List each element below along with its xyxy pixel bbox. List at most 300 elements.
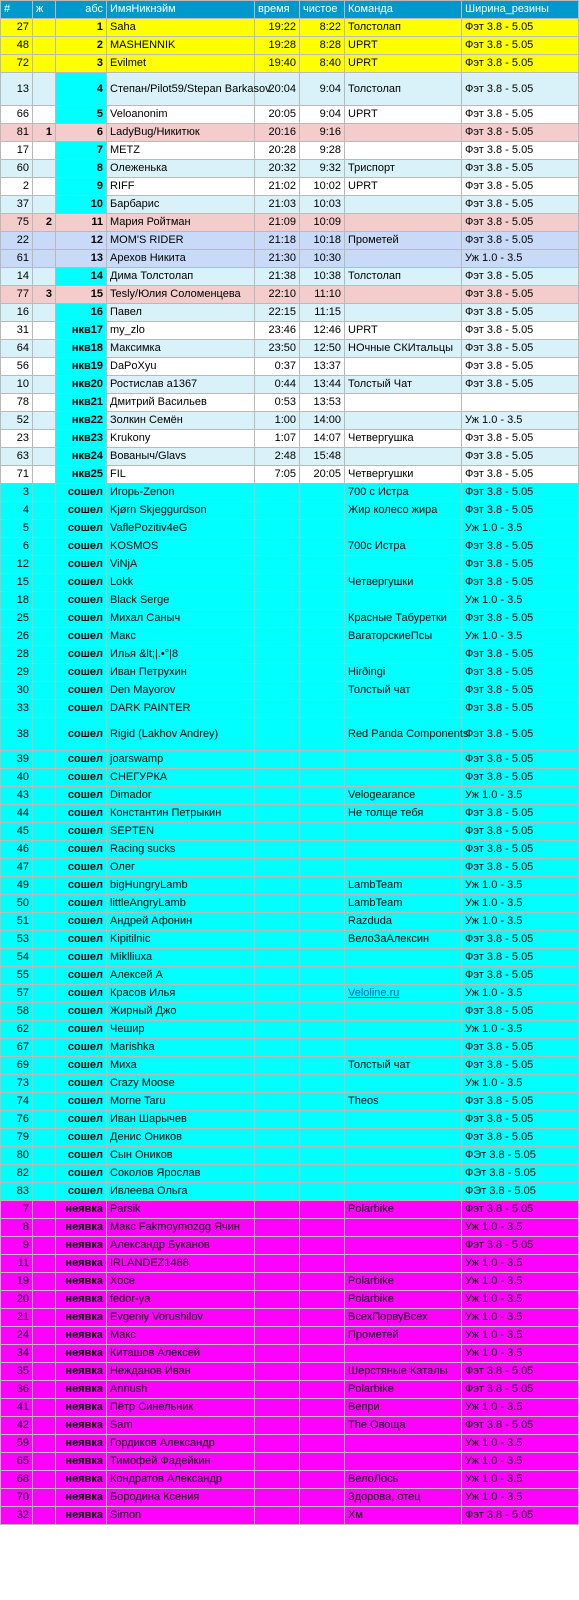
cell-tire-width[interactable]: Уж 1.0 - 3.5	[462, 1327, 579, 1345]
cell-tire-width[interactable]	[462, 394, 579, 412]
cell-net-time[interactable]	[300, 556, 345, 574]
cell-team[interactable]	[345, 412, 462, 430]
cell-tire-width[interactable]: Фэт 3.8 - 5.05	[462, 1057, 579, 1075]
cell-tire-width[interactable]: Фэт 3.8 - 5.05	[462, 73, 579, 106]
cell-team[interactable]	[345, 841, 462, 859]
cell-team[interactable]	[345, 1453, 462, 1471]
cell-female-place[interactable]	[33, 1489, 56, 1507]
cell-female-place[interactable]	[33, 1453, 56, 1471]
cell-female-place[interactable]	[33, 967, 56, 985]
cell-team[interactable]: Четвергушки	[345, 466, 462, 484]
cell-number[interactable]: 20	[1, 1291, 33, 1309]
cell-tire-width[interactable]: Фэт 3.8 - 5.05	[462, 1039, 579, 1057]
cell-net-time[interactable]	[300, 859, 345, 877]
cell-female-place[interactable]	[33, 178, 56, 196]
cell-team[interactable]	[345, 700, 462, 718]
cell-time[interactable]: 20:28	[255, 142, 300, 160]
cell-female-place[interactable]	[33, 358, 56, 376]
cell-number[interactable]: 12	[1, 556, 33, 574]
cell-net-time[interactable]: 9:04	[300, 73, 345, 106]
cell-net-time[interactable]: 15:48	[300, 448, 345, 466]
cell-female-place[interactable]	[33, 646, 56, 664]
cell-abs-place[interactable]: нкв17	[56, 322, 107, 340]
cell-number[interactable]: 31	[1, 322, 33, 340]
cell-abs-place[interactable]: сошел	[56, 913, 107, 931]
cell-name[interactable]: Макс	[107, 628, 255, 646]
cell-name[interactable]: Соколов Ярослав	[107, 1165, 255, 1183]
cell-name[interactable]: Константин Петрыкин	[107, 805, 255, 823]
cell-team[interactable]: Красные Табуретки	[345, 610, 462, 628]
cell-number[interactable]: 38	[1, 718, 33, 751]
cell-net-time[interactable]: 9:04	[300, 106, 345, 124]
cell-tire-width[interactable]: Фэт 3.8 - 5.05	[462, 1003, 579, 1021]
cell-abs-place[interactable]: 3	[56, 55, 107, 73]
cell-net-time[interactable]	[300, 1237, 345, 1255]
cell-team[interactable]	[345, 1345, 462, 1363]
cell-team[interactable]: Шерстяные Каталы	[345, 1363, 462, 1381]
cell-tire-width[interactable]: Уж 1.0 - 3.5	[462, 877, 579, 895]
cell-name[interactable]: Ивлеева Ольга	[107, 1183, 255, 1201]
cell-net-time[interactable]	[300, 574, 345, 592]
cell-tire-width[interactable]: Уж 1.0 - 3.5	[462, 250, 579, 268]
cell-name[interactable]: Александр Буканов	[107, 1237, 255, 1255]
cell-abs-place[interactable]: сошел	[56, 628, 107, 646]
cell-number[interactable]: 62	[1, 1021, 33, 1039]
cell-tire-width[interactable]: Уж 1.0 - 3.5	[462, 895, 579, 913]
cell-abs-place[interactable]: сошел	[56, 823, 107, 841]
cell-name[interactable]: bigHungryLamb	[107, 877, 255, 895]
cell-tire-width[interactable]: Фэт 3.8 - 5.05	[462, 646, 579, 664]
cell-tire-width[interactable]: Фэт 3.8 - 5.05	[462, 448, 579, 466]
cell-tire-width[interactable]: Уж 1.0 - 3.5	[462, 1489, 579, 1507]
cell-net-time[interactable]	[300, 1381, 345, 1399]
cell-name[interactable]: Den Mayorov	[107, 682, 255, 700]
cell-tire-width[interactable]: Фэт 3.8 - 5.05	[462, 751, 579, 769]
cell-number[interactable]: 71	[1, 466, 33, 484]
cell-name[interactable]: Михал Саныч	[107, 610, 255, 628]
cell-time[interactable]: 19:22	[255, 19, 300, 37]
cell-abs-place[interactable]: сошел	[56, 538, 107, 556]
cell-number[interactable]: 37	[1, 196, 33, 214]
cell-number[interactable]: 78	[1, 394, 33, 412]
cell-name[interactable]: VaflePozitiv4eG	[107, 520, 255, 538]
cell-name[interactable]: DaPoXyu	[107, 358, 255, 376]
cell-abs-place[interactable]: сошел	[56, 556, 107, 574]
cell-abs-place[interactable]: неявка	[56, 1381, 107, 1399]
cell-net-time[interactable]	[300, 967, 345, 985]
cell-team[interactable]	[345, 1237, 462, 1255]
cell-tire-width[interactable]: Фэт 3.8 - 5.05	[462, 106, 579, 124]
cell-tire-width[interactable]: Уж 1.0 - 3.5	[462, 1273, 579, 1291]
cell-name[interactable]: Simon	[107, 1507, 255, 1525]
cell-tire-width[interactable]: Фэт 3.8 - 5.05	[462, 466, 579, 484]
cell-time[interactable]: 19:40	[255, 55, 300, 73]
cell-name[interactable]: Тимофей Фадейкин	[107, 1453, 255, 1471]
cell-tire-width[interactable]: ФЭт 3.8 - 5.05	[462, 1147, 579, 1165]
cell-name[interactable]: LadyBug/Никитюк	[107, 124, 255, 142]
cell-time[interactable]	[255, 1309, 300, 1327]
cell-tire-width[interactable]: Уж 1.0 - 3.5	[462, 787, 579, 805]
cell-number[interactable]: 75	[1, 214, 33, 232]
cell-name[interactable]: Crazy Moose	[107, 1075, 255, 1093]
cell-team[interactable]	[345, 769, 462, 787]
cell-female-place[interactable]	[33, 664, 56, 682]
cell-time[interactable]	[255, 985, 300, 1003]
cell-name[interactable]: Максимка	[107, 340, 255, 358]
cell-number[interactable]: 80	[1, 1147, 33, 1165]
cell-team[interactable]: 700с Истра	[345, 538, 462, 556]
cell-female-place[interactable]	[33, 556, 56, 574]
cell-female-place[interactable]	[33, 394, 56, 412]
cell-abs-place[interactable]: сошел	[56, 682, 107, 700]
cell-tire-width[interactable]: Уж 1.0 - 3.5	[462, 1453, 579, 1471]
cell-abs-place[interactable]: сошел	[56, 1057, 107, 1075]
cell-female-place[interactable]	[33, 196, 56, 214]
cell-number[interactable]: 17	[1, 142, 33, 160]
cell-abs-place[interactable]: неявка	[56, 1417, 107, 1435]
cell-tire-width[interactable]: Фэт 3.8 - 5.05	[462, 610, 579, 628]
cell-number[interactable]: 2	[1, 178, 33, 196]
cell-net-time[interactable]	[300, 1435, 345, 1453]
cell-time[interactable]	[255, 682, 300, 700]
cell-time[interactable]	[255, 1453, 300, 1471]
cell-team[interactable]: LambTeam	[345, 877, 462, 895]
cell-net-time[interactable]	[300, 805, 345, 823]
cell-net-time[interactable]	[300, 931, 345, 949]
cell-number[interactable]: 36	[1, 1381, 33, 1399]
cell-name[interactable]: fedor-ya	[107, 1291, 255, 1309]
cell-name[interactable]: Илья &lt;|.•°|8	[107, 646, 255, 664]
cell-abs-place[interactable]: 11	[56, 214, 107, 232]
cell-name[interactable]: Нежданов Иван	[107, 1363, 255, 1381]
cell-abs-place[interactable]: нкв18	[56, 340, 107, 358]
cell-name[interactable]: Иван Петрухин	[107, 664, 255, 682]
cell-time[interactable]	[255, 718, 300, 751]
cell-team[interactable]	[345, 1255, 462, 1273]
cell-female-place[interactable]	[33, 520, 56, 538]
cell-abs-place[interactable]: неявка	[56, 1255, 107, 1273]
cell-number[interactable]: 66	[1, 106, 33, 124]
cell-female-place[interactable]	[33, 1075, 56, 1093]
cell-team[interactable]: Velogearance	[345, 787, 462, 805]
cell-tire-width[interactable]: Фэт 3.8 - 5.05	[462, 376, 579, 394]
cell-female-place[interactable]	[33, 805, 56, 823]
cell-tire-width[interactable]: Фэт 3.8 - 5.05	[462, 1201, 579, 1219]
cell-net-time[interactable]	[300, 1201, 345, 1219]
cell-abs-place[interactable]: неявка	[56, 1471, 107, 1489]
cell-time[interactable]	[255, 664, 300, 682]
cell-time[interactable]	[255, 1399, 300, 1417]
cell-female-place[interactable]	[33, 895, 56, 913]
cell-team[interactable]: Прометей	[345, 1327, 462, 1345]
cell-time[interactable]: 1:00	[255, 412, 300, 430]
cell-name[interactable]: Tesly/Юлия Соломенцева	[107, 286, 255, 304]
cell-abs-place[interactable]: нкв20	[56, 376, 107, 394]
cell-name[interactable]: Ростислав а1367	[107, 376, 255, 394]
cell-name[interactable]: Андрей Афонин	[107, 913, 255, 931]
cell-time[interactable]	[255, 1273, 300, 1291]
cell-net-time[interactable]: 12:46	[300, 322, 345, 340]
cell-female-place[interactable]	[33, 1039, 56, 1057]
cell-time[interactable]	[255, 592, 300, 610]
cell-time[interactable]: 0:44	[255, 376, 300, 394]
cell-name[interactable]: Дима Толстолап	[107, 268, 255, 286]
cell-name[interactable]: IRLANDEZ1488	[107, 1255, 255, 1273]
cell-time[interactable]	[255, 787, 300, 805]
cell-net-time[interactable]	[300, 502, 345, 520]
cell-female-place[interactable]	[33, 1057, 56, 1075]
cell-time[interactable]	[255, 1039, 300, 1057]
col-header-number[interactable]: #	[1, 1, 33, 19]
cell-female-place[interactable]	[33, 1507, 56, 1525]
cell-team[interactable]: Red Panda Components	[345, 718, 462, 751]
cell-female-place[interactable]	[33, 769, 56, 787]
cell-team[interactable]	[345, 823, 462, 841]
col-header-abs-place[interactable]: абс	[56, 1, 107, 19]
cell-female-place[interactable]	[33, 1129, 56, 1147]
cell-tire-width[interactable]: Фэт 3.8 - 5.05	[462, 538, 579, 556]
cell-abs-place[interactable]: неявка	[56, 1507, 107, 1525]
cell-tire-width[interactable]: Уж 1.0 - 3.5	[462, 1075, 579, 1093]
cell-time[interactable]	[255, 1417, 300, 1435]
cell-team[interactable]: Толстый чат	[345, 682, 462, 700]
cell-abs-place[interactable]: сошел	[56, 805, 107, 823]
cell-female-place[interactable]	[33, 502, 56, 520]
cell-net-time[interactable]	[300, 1183, 345, 1201]
cell-time[interactable]	[255, 1147, 300, 1165]
cell-net-time[interactable]	[300, 1345, 345, 1363]
cell-number[interactable]: 81	[1, 124, 33, 142]
cell-team[interactable]: Polarbike	[345, 1291, 462, 1309]
cell-time[interactable]	[255, 646, 300, 664]
cell-team[interactable]	[345, 1129, 462, 1147]
cell-net-time[interactable]	[300, 895, 345, 913]
cell-abs-place[interactable]: 12	[56, 232, 107, 250]
cell-abs-place[interactable]: 13	[56, 250, 107, 268]
cell-abs-place[interactable]: сошел	[56, 1093, 107, 1111]
cell-female-place[interactable]	[33, 430, 56, 448]
cell-abs-place[interactable]: сошел	[56, 949, 107, 967]
cell-abs-place[interactable]: неявка	[56, 1489, 107, 1507]
cell-time[interactable]	[255, 1093, 300, 1111]
cell-name[interactable]: Kipitilnic	[107, 931, 255, 949]
cell-number[interactable]: 8	[1, 1219, 33, 1237]
cell-time[interactable]	[255, 1327, 300, 1345]
cell-name[interactable]: Степан/Pilot59/Stepan Barkasov	[107, 73, 255, 106]
cell-female-place[interactable]	[33, 19, 56, 37]
cell-name[interactable]: Макс	[107, 1327, 255, 1345]
cell-female-place[interactable]	[33, 340, 56, 358]
cell-tire-width[interactable]: Фэт 3.8 - 5.05	[462, 214, 579, 232]
cell-time[interactable]: 21:38	[255, 268, 300, 286]
cell-abs-place[interactable]: неявка	[56, 1435, 107, 1453]
cell-net-time[interactable]	[300, 538, 345, 556]
cell-abs-place[interactable]: сошел	[56, 592, 107, 610]
cell-time[interactable]	[255, 610, 300, 628]
cell-number[interactable]: 51	[1, 913, 33, 931]
cell-female-place[interactable]: 3	[33, 286, 56, 304]
cell-tire-width[interactable]: Фэт 3.8 - 5.05	[462, 160, 579, 178]
cell-number[interactable]: 43	[1, 787, 33, 805]
cell-abs-place[interactable]: 9	[56, 178, 107, 196]
cell-female-place[interactable]	[33, 250, 56, 268]
cell-time[interactable]	[255, 769, 300, 787]
cell-female-place[interactable]	[33, 1345, 56, 1363]
cell-number[interactable]: 63	[1, 448, 33, 466]
cell-number[interactable]: 48	[1, 37, 33, 55]
cell-abs-place[interactable]: неявка	[56, 1291, 107, 1309]
cell-tire-width[interactable]: Фэт 3.8 - 5.05	[462, 1093, 579, 1111]
cell-tire-width[interactable]: Фэт 3.8 - 5.05	[462, 502, 579, 520]
cell-name[interactable]: my_zlo	[107, 322, 255, 340]
cell-abs-place[interactable]: сошел	[56, 1003, 107, 1021]
cell-female-place[interactable]	[33, 985, 56, 1003]
cell-abs-place[interactable]: нкв23	[56, 430, 107, 448]
cell-team[interactable]	[345, 520, 462, 538]
cell-time[interactable]	[255, 1183, 300, 1201]
cell-number[interactable]: 30	[1, 682, 33, 700]
cell-tire-width[interactable]: Фэт 3.8 - 5.05	[462, 142, 579, 160]
cell-net-time[interactable]	[300, 1165, 345, 1183]
cell-name[interactable]: RIFF	[107, 178, 255, 196]
cell-team[interactable]: Polarbike	[345, 1201, 462, 1219]
cell-abs-place[interactable]: сошел	[56, 1111, 107, 1129]
cell-name[interactable]: Хосе	[107, 1273, 255, 1291]
cell-team[interactable]: Толстый чат	[345, 1057, 462, 1075]
cell-abs-place[interactable]: сошел	[56, 769, 107, 787]
cell-team[interactable]	[345, 967, 462, 985]
cell-name[interactable]: Evilmet	[107, 55, 255, 73]
cell-female-place[interactable]	[33, 160, 56, 178]
cell-female-place[interactable]	[33, 466, 56, 484]
cell-abs-place[interactable]: 6	[56, 124, 107, 142]
cell-name[interactable]: Сын Оников	[107, 1147, 255, 1165]
cell-number[interactable]: 35	[1, 1363, 33, 1381]
cell-net-time[interactable]	[300, 1327, 345, 1345]
cell-time[interactable]	[255, 628, 300, 646]
cell-abs-place[interactable]: сошел	[56, 787, 107, 805]
cell-abs-place[interactable]: сошел	[56, 610, 107, 628]
cell-time[interactable]: 20:32	[255, 160, 300, 178]
cell-tire-width[interactable]: Уж 1.0 - 3.5	[462, 520, 579, 538]
cell-name[interactable]: Rigid (Lakhov Andrey)	[107, 718, 255, 751]
cell-tire-width[interactable]: Фэт 3.8 - 5.05	[462, 268, 579, 286]
cell-number[interactable]: 45	[1, 823, 33, 841]
cell-time[interactable]: 22:15	[255, 304, 300, 322]
cell-time[interactable]	[255, 859, 300, 877]
cell-net-time[interactable]	[300, 751, 345, 769]
cell-net-time[interactable]	[300, 787, 345, 805]
cell-time[interactable]	[255, 1057, 300, 1075]
cell-team[interactable]	[345, 394, 462, 412]
cell-team[interactable]: Четвергушки	[345, 574, 462, 592]
cell-abs-place[interactable]: сошел	[56, 895, 107, 913]
cell-female-place[interactable]	[33, 1093, 56, 1111]
cell-name[interactable]: Миха	[107, 1057, 255, 1075]
cell-name[interactable]: Kjørn Skjeggurdson	[107, 502, 255, 520]
cell-abs-place[interactable]: сошел	[56, 574, 107, 592]
cell-tire-width[interactable]: Фэт 3.8 - 5.05	[462, 1381, 579, 1399]
cell-time[interactable]	[255, 913, 300, 931]
cell-number[interactable]: 74	[1, 1093, 33, 1111]
cell-name[interactable]: Иван Шарычев	[107, 1111, 255, 1129]
cell-name[interactable]: Жирный Джо	[107, 1003, 255, 1021]
cell-tire-width[interactable]: Уж 1.0 - 3.5	[462, 412, 579, 430]
cell-female-place[interactable]	[33, 1219, 56, 1237]
cell-net-time[interactable]	[300, 1021, 345, 1039]
cell-female-place[interactable]	[33, 268, 56, 286]
cell-team[interactable]: LambTeam	[345, 895, 462, 913]
cell-name[interactable]: Мария Ройтман	[107, 214, 255, 232]
cell-team[interactable]	[345, 142, 462, 160]
cell-female-place[interactable]: 1	[33, 124, 56, 142]
cell-tire-width[interactable]: Фэт 3.8 - 5.05	[462, 682, 579, 700]
cell-abs-place[interactable]: 10	[56, 196, 107, 214]
cell-time[interactable]	[255, 574, 300, 592]
cell-team[interactable]	[345, 1165, 462, 1183]
cell-tire-width[interactable]: Фэт 3.8 - 5.05	[462, 178, 579, 196]
cell-number[interactable]: 49	[1, 877, 33, 895]
cell-net-time[interactable]	[300, 841, 345, 859]
cell-number[interactable]: 60	[1, 160, 33, 178]
cell-net-time[interactable]	[300, 1471, 345, 1489]
cell-female-place[interactable]	[33, 1309, 56, 1327]
cell-time[interactable]	[255, 1255, 300, 1273]
cell-tire-width[interactable]: Фэт 3.8 - 5.05	[462, 700, 579, 718]
cell-net-time[interactable]: 12:50	[300, 340, 345, 358]
cell-number[interactable]: 47	[1, 859, 33, 877]
cell-time[interactable]	[255, 805, 300, 823]
cell-net-time[interactable]	[300, 700, 345, 718]
cell-tire-width[interactable]: Фэт 3.8 - 5.05	[462, 1507, 579, 1525]
cell-team[interactable]	[345, 286, 462, 304]
cell-time[interactable]	[255, 1111, 300, 1129]
cell-team[interactable]	[345, 358, 462, 376]
cell-team[interactable]	[345, 196, 462, 214]
cell-tire-width[interactable]: Уж 1.0 - 3.5	[462, 985, 579, 1003]
cell-team[interactable]	[345, 859, 462, 877]
cell-number[interactable]: 13	[1, 73, 33, 106]
cell-name[interactable]: Павел	[107, 304, 255, 322]
cell-number[interactable]: 83	[1, 1183, 33, 1201]
cell-net-time[interactable]	[300, 1129, 345, 1147]
cell-time[interactable]	[255, 520, 300, 538]
cell-tire-width[interactable]: Фэт 3.8 - 5.05	[462, 967, 579, 985]
cell-female-place[interactable]	[33, 949, 56, 967]
cell-number[interactable]: 54	[1, 949, 33, 967]
cell-time[interactable]: 2:48	[255, 448, 300, 466]
cell-tire-width[interactable]: Фэт 3.8 - 5.05	[462, 340, 579, 358]
cell-abs-place[interactable]: сошел	[56, 1039, 107, 1057]
cell-time[interactable]	[255, 1237, 300, 1255]
cell-abs-place[interactable]: сошел	[56, 841, 107, 859]
cell-number[interactable]: 11	[1, 1255, 33, 1273]
cell-female-place[interactable]	[33, 610, 56, 628]
cell-team[interactable]	[345, 250, 462, 268]
cell-number[interactable]: 33	[1, 700, 33, 718]
cell-name[interactable]: Барбарис	[107, 196, 255, 214]
cell-abs-place[interactable]: неявка	[56, 1453, 107, 1471]
cell-net-time[interactable]: 10:30	[300, 250, 345, 268]
cell-tire-width[interactable]: Фэт 3.8 - 5.05	[462, 196, 579, 214]
cell-tire-width[interactable]: Уж 1.0 - 3.5	[462, 1021, 579, 1039]
cell-time[interactable]	[255, 895, 300, 913]
cell-abs-place[interactable]: сошел	[56, 718, 107, 751]
cell-net-time[interactable]	[300, 1057, 345, 1075]
cell-name[interactable]: SEPTEN	[107, 823, 255, 841]
cell-abs-place[interactable]: нкв19	[56, 358, 107, 376]
cell-number[interactable]: 56	[1, 358, 33, 376]
